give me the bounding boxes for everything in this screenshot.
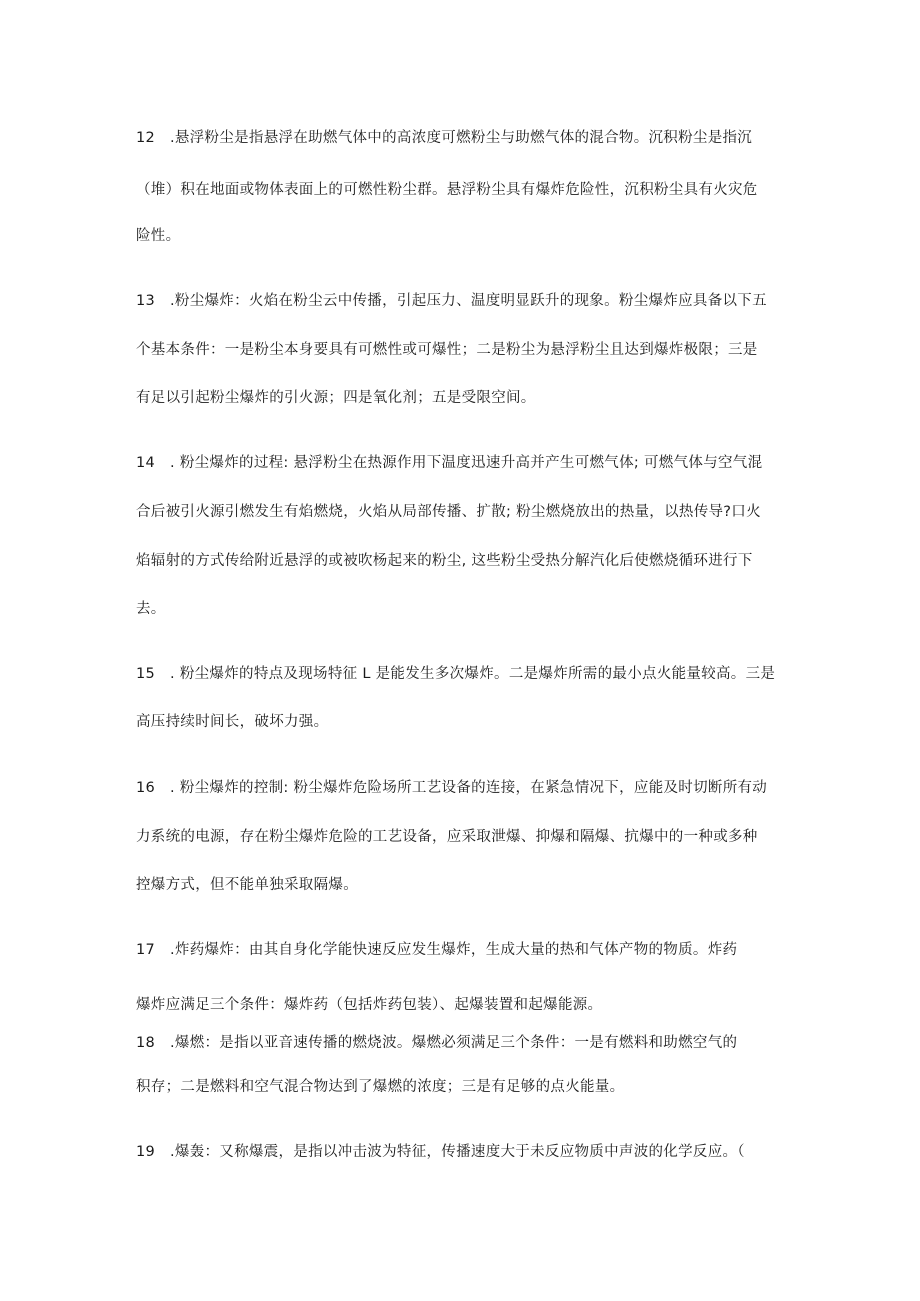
item-14-text-1: . 粉尘爆炸的过程: 悬浮粉尘在热源作用下温度迅速升高并产生可燃气体; 可燃气体与空气混 (170, 455, 763, 471)
item-17-text-2: 爆炸应满足三个条件：爆炸药（包括炸药包装）、起爆装置和起爆能源。 (136, 997, 603, 1013)
item-19-number: 19 (136, 1144, 156, 1160)
item-14-number: 14 (136, 455, 156, 471)
item-16-number: 16 (136, 780, 156, 796)
item-16-line-1 (136, 778, 796, 798)
item-14-line-4 (136, 599, 796, 619)
item-18-text-2: 积存；二是燃料和空气混合物达到了爆燃的浓度；三是有足够的点火能量。 (136, 1079, 625, 1095)
item-13-text-1: .粉尘爆炸：火焰在粉尘云中传播，引起压力、温度明显跃升的现象。粉尘爆炸应具备以下五 (170, 293, 767, 309)
item-15-number: 15 (136, 666, 156, 682)
item-13-text-3: 有足以引起粉尘爆炸的引火源；四是氧化剂；五是受限空间。 (136, 390, 536, 406)
item-18-number: 18 (136, 1035, 156, 1051)
item-15-line-2 (136, 712, 796, 732)
item-18-line-2 (136, 1077, 796, 1097)
item-16-line-2 (136, 827, 796, 847)
item-19-line-1 (136, 1142, 796, 1162)
item-13-line-3 (136, 388, 796, 408)
item-14-line-3 (136, 551, 796, 571)
item-16-text-3: 控爆方式，但不能单独采取隔爆。 (136, 877, 358, 893)
item-12-number: 12 (136, 130, 156, 146)
item-12-line-3 (136, 226, 796, 246)
item-17-number: 17 (136, 942, 156, 958)
item-13-text-2: 个基本条件：一是粉尘本身要具有可燃性或可爆性；二是粉尘为悬浮粉尘且达到爆炸极限；三是 (136, 342, 758, 358)
item-12-text-1: .悬浮粉尘是指悬浮在助燃气体中的高浓度可燃粉尘与助燃气体的混合物。沉积粉尘是指沉 (170, 130, 753, 146)
item-16-text-1: . 粉尘爆炸的控制: 粉尘爆炸危险场所工艺设备的连接，在紧急情况下，应能及时切断所有动 (170, 780, 768, 796)
item-16-line-3 (136, 875, 796, 895)
item-14-text-4: 去。 (136, 601, 166, 617)
item-12-text-3: 险性。 (136, 228, 181, 244)
item-17-line-1 (136, 940, 796, 960)
item-15-text-1: . 粉尘爆炸的特点及现场特征 L 是能发生多次爆炸。二是爆炸所需的最小点火能量较高。三是 (170, 666, 776, 682)
item-13-number: 13 (136, 293, 156, 309)
item-12-line-2 (136, 180, 796, 200)
item-17-text-1: .炸药爆炸：由其自身化学能快速反应发生爆炸，生成大量的热和气体产物的物质。炸药 (170, 942, 738, 958)
item-19-text-1: .爆轰：又称爆震，是指以冲击波为特征，传播速度大于未反应物质中声波的化学反应。（ (170, 1144, 745, 1160)
item-14-text-2: 合后被引火源引燃发生有焰燃烧，火焰从局部传播、扩散; 粉尘燃烧放出的热量，以热传导?口火 (136, 504, 761, 520)
item-14-line-2 (136, 502, 796, 522)
item-15-text-2: 高压持续时间长，破坏力强。 (136, 714, 329, 730)
item-16-text-2: 力系统的电源，存在粉尘爆炸危险的工艺设备，应采取泄爆、抑爆和隔爆、抗爆中的一种或多种 (136, 829, 758, 845)
item-18-text-1: .爆燃：是指以亚音速传播的燃烧波。爆燃必须满足三个条件：一是有燃料和助燃空气的 (170, 1035, 738, 1051)
item-13-line-1 (136, 291, 796, 311)
item-15-line-1 (136, 664, 796, 684)
item-14-text-3: 焰辐射的方式传给附近悬浮的或被吹杨起来的粉尘, 这些粉尘受热分解汽化后使燃烧循环进行下 (136, 553, 753, 569)
item-18-line-1 (136, 1033, 796, 1053)
item-17-line-2 (136, 995, 796, 1015)
item-12-line-1 (136, 128, 796, 148)
item-14-line-1 (136, 453, 796, 473)
item-12-text-2: （堆）积在地面或物体表面上的可燃性粉尘群。悬浮粉尘具有爆炸危险性，沉积粉尘具有火灾危 (136, 182, 758, 198)
item-13-line-2 (136, 340, 796, 360)
